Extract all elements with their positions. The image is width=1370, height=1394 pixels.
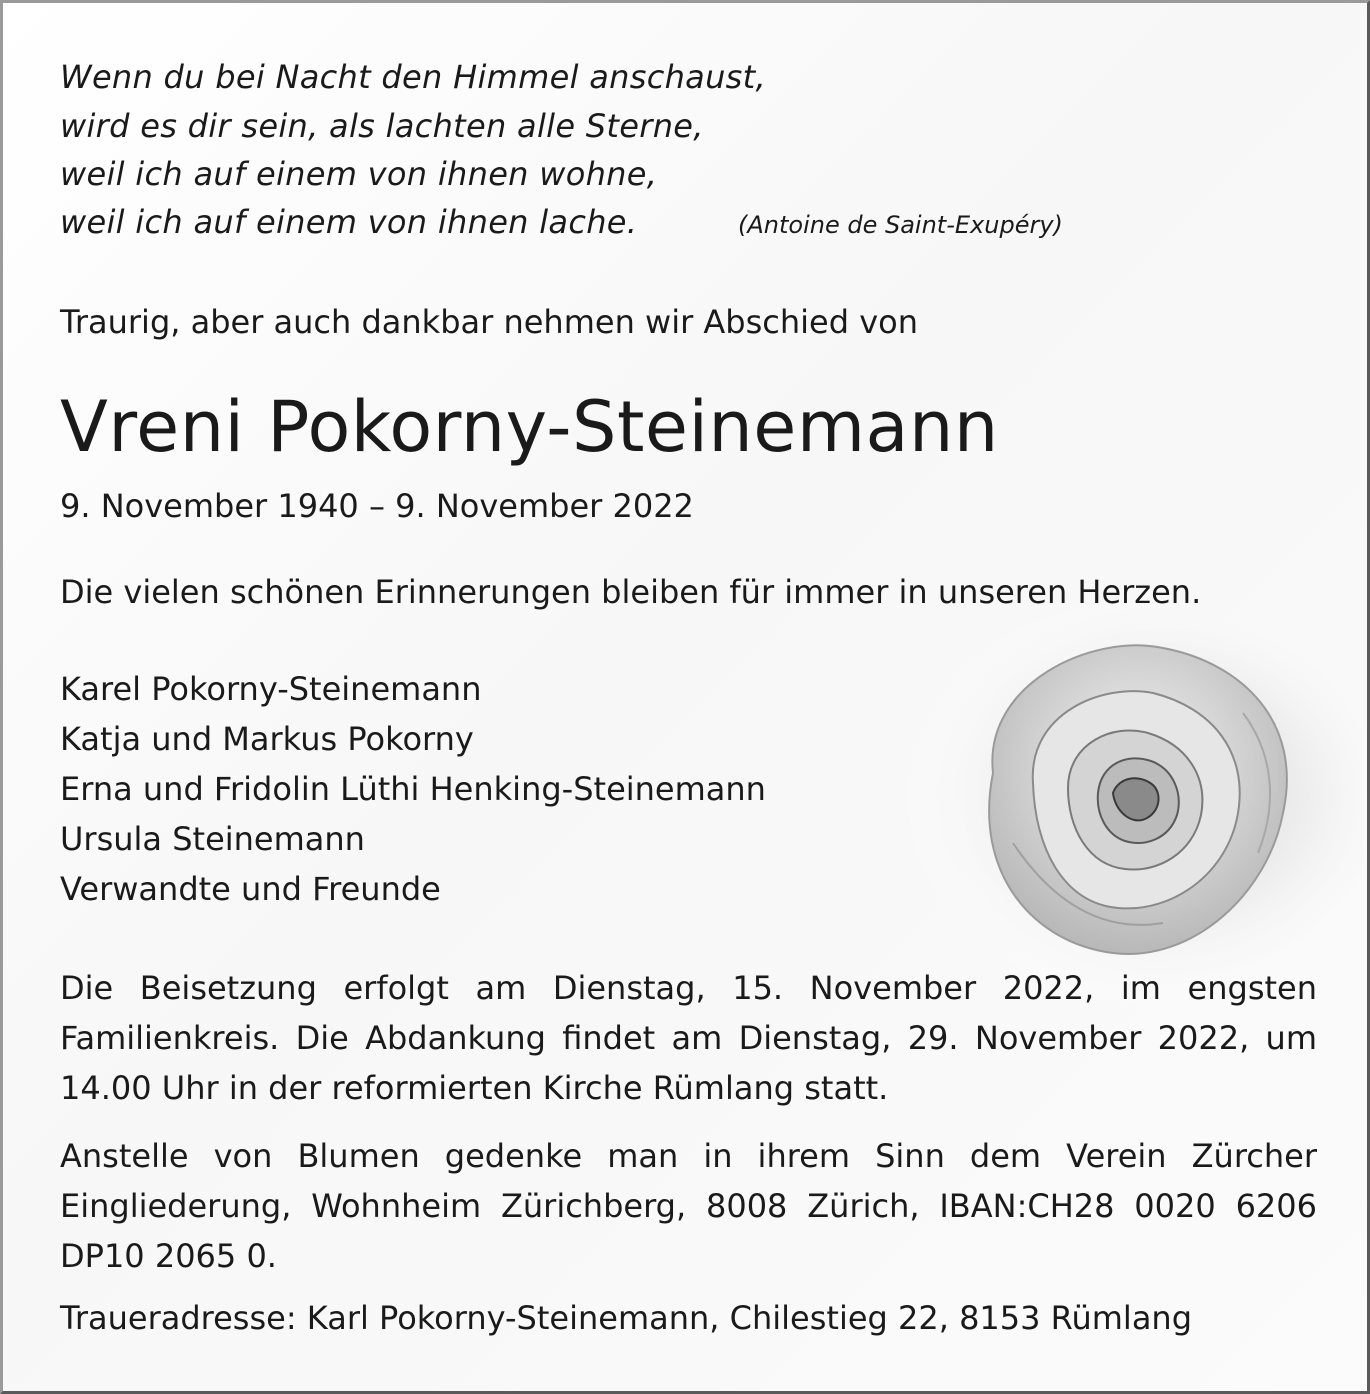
deceased-name: Vreni Pokorny-Steinemann — [60, 386, 999, 468]
mourner-name: Verwandte und Freunde — [60, 870, 441, 908]
mourner-name: Karel Pokorny-Steinemann — [60, 670, 482, 708]
mourner-name: Ursula Steinemann — [60, 820, 365, 858]
intro-text: Traurig, aber auch dankbar nehmen wir Abschied von — [60, 303, 919, 341]
poem-line: Wenn du bei Nacht den Himmel anschaust, — [60, 58, 766, 96]
rose-image — [863, 603, 1363, 1003]
memory-text: Die vielen schönen Erinnerungen bleiben für immer in unseren Herzen. — [60, 573, 1202, 611]
mourning-address: Traueradresse: Karl Pokorny-Steinemann, Chilestieg 22, 8153 Rümlang — [60, 1299, 1193, 1337]
mourner-name: Katja und Markus Pokorny — [60, 720, 474, 758]
poem-author: (Antoine de Saint-Exupéry) — [738, 211, 1063, 239]
poem-line: weil ich auf einem von ihnen wohne, — [60, 155, 658, 193]
mourner-name: Erna und Fridolin Lüthi Henking-Steinemann — [60, 770, 766, 808]
poem-line: weil ich auf einem von ihnen lache. — [60, 203, 638, 241]
poem-line: wird es dir sein, als lachten alle Sterne, — [60, 107, 704, 145]
donation-info: Anstelle von Blumen gedenke man in ihrem Sinn dem Verein Zürcher Eingliederung, Wohnheim Zürichberg, 8008 Zürich, IBAN:CH28 0020 6206 DP10 2065 0. — [60, 1137, 1317, 1275]
burial-info: Die Beisetzung erfolgt am Dienstag, 15. November 2022, im engsten Familienkreis. Die Abdankung findet am Dienstag, 29. November 2022, um 14.00 Uhr in der reformierten Kirche Rümlang statt. — [60, 969, 1317, 1107]
life-dates: 9. November 1940 – 9. November 2022 — [60, 487, 694, 525]
